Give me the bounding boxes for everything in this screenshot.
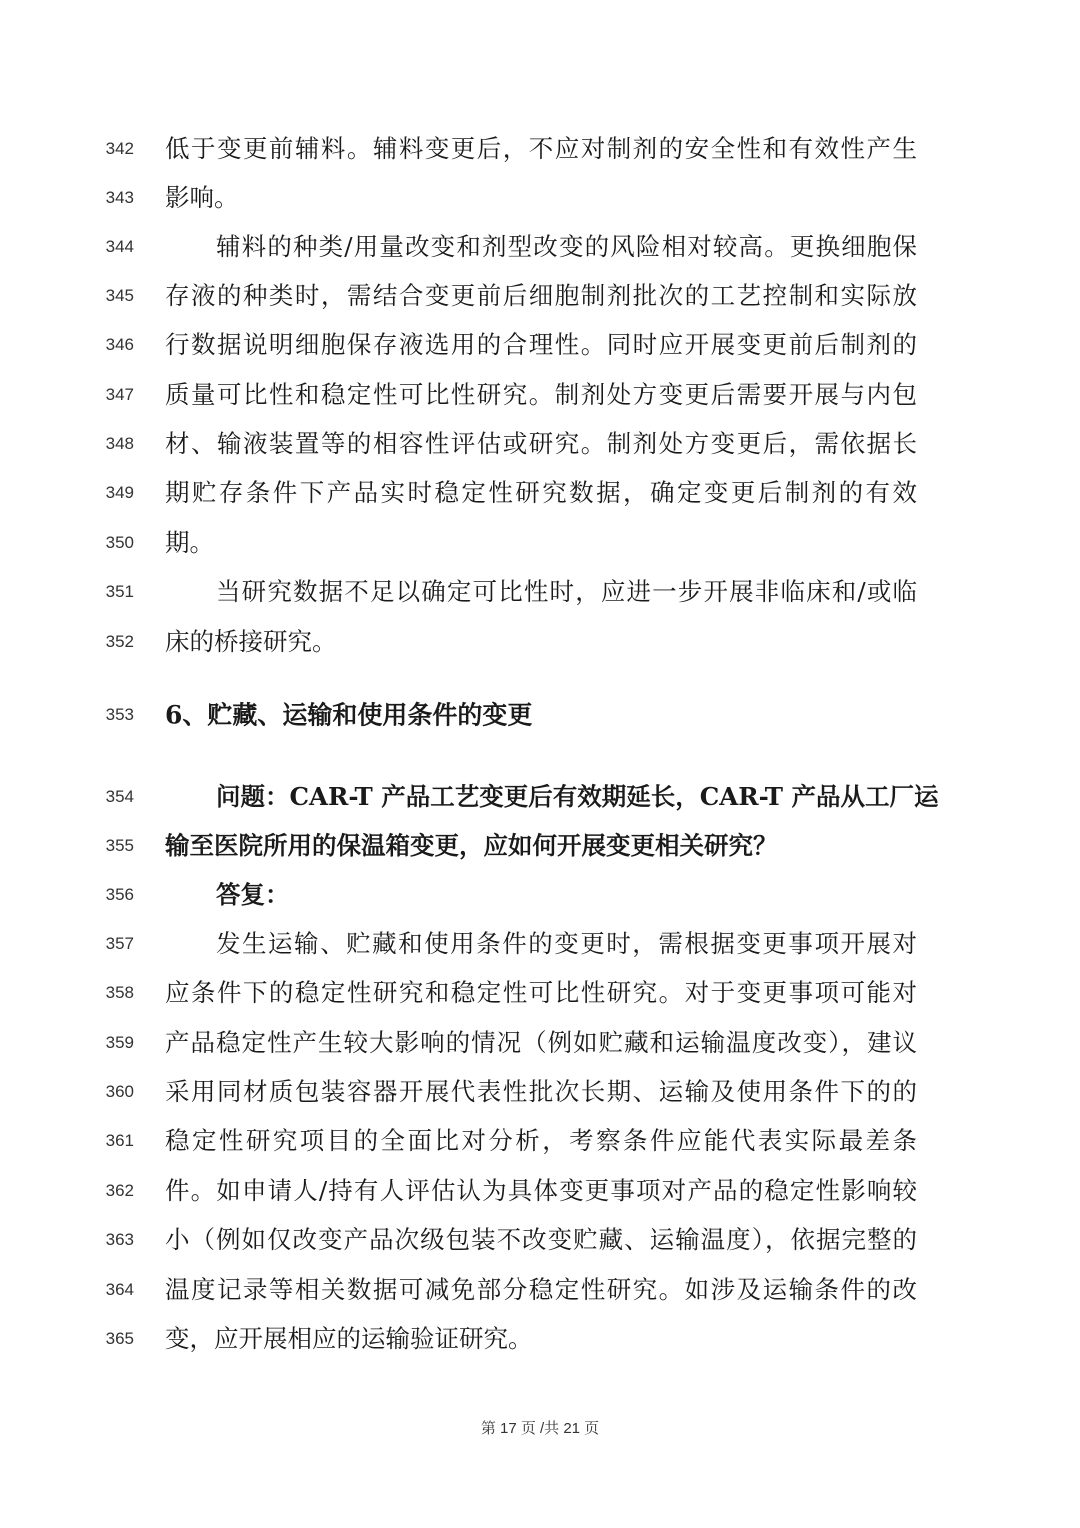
line-number: 343 bbox=[105, 188, 134, 207]
page-footer: 第 17 页 /共 21 页 bbox=[480, 1420, 600, 1437]
text-line bbox=[0, 1166, 1080, 1216]
line-text: 床的桥接研究。 bbox=[165, 626, 337, 656]
line-text: 影响。 bbox=[165, 182, 239, 212]
line-text: 采用同材质包装容器开展代表性批次长期、运输及使用条件下的的 bbox=[165, 1076, 917, 1106]
section-heading: 6、贮藏、运输和使用条件的变更 bbox=[165, 700, 533, 730]
text-line bbox=[0, 1265, 1080, 1315]
line-text: 应条件下的稳定性研究和稳定性可比性研究。对于变更事项可能对 bbox=[165, 977, 917, 1007]
text-line bbox=[0, 320, 1080, 370]
text-line bbox=[0, 222, 1080, 272]
line-text: 变，应开展相应的运输验证研究。 bbox=[165, 1323, 533, 1353]
line-text: 期。 bbox=[165, 527, 214, 557]
text-line bbox=[0, 419, 1080, 469]
question-text: 问题：CAR-T 产品工艺变更后有效期延长，CAR-T 产品从工厂运 bbox=[216, 781, 939, 811]
line-number: 364 bbox=[105, 1280, 134, 1299]
line-number: 351 bbox=[105, 582, 134, 601]
question-text: 输至医院所用的保温箱变更，应如何开展变更相关研究？ bbox=[165, 830, 778, 860]
text-line bbox=[0, 1116, 1080, 1166]
section-heading-line bbox=[0, 690, 1080, 740]
line-number: 365 bbox=[105, 1329, 134, 1348]
line-number: 345 bbox=[105, 286, 134, 305]
line-text: 行数据说明细胞保存液选用的合理性。同时应开展变更前后制剂的 bbox=[165, 329, 917, 359]
line-text: 稳定性研究项目的全面比对分析，考察条件应能代表实际最差条 bbox=[165, 1125, 917, 1155]
text-line bbox=[0, 1067, 1080, 1117]
line-text: 材、输液装置等的相容性评估或研究。制剂处方变更后，需依据长 bbox=[165, 428, 917, 458]
line-number: 360 bbox=[105, 1082, 134, 1101]
line-text: 质量可比性和稳定性可比性研究。制剂处方变更后需要开展与内包 bbox=[165, 379, 917, 409]
text-line bbox=[0, 1215, 1080, 1265]
text-line bbox=[0, 870, 1080, 920]
line-text: 辅料的种类/用量改变和剂型改变的风险相对较高。更换细胞保 bbox=[216, 231, 917, 261]
line-text: 低于变更前辅料。辅料变更后，不应对制剂的安全性和有效性产生 bbox=[165, 133, 917, 163]
line-text: 存液的种类时，需结合变更前后细胞制剂批次的工艺控制和实际放 bbox=[165, 280, 917, 310]
text-line bbox=[0, 468, 1080, 518]
line-number: 349 bbox=[105, 483, 134, 502]
line-number: 347 bbox=[105, 385, 134, 404]
text-line bbox=[0, 567, 1080, 617]
text-line bbox=[0, 1018, 1080, 1068]
text-line bbox=[0, 370, 1080, 420]
line-number: 362 bbox=[105, 1181, 134, 1200]
text-line bbox=[0, 772, 1080, 822]
line-number: 346 bbox=[105, 335, 134, 354]
line-number: 355 bbox=[105, 836, 134, 855]
line-number: 361 bbox=[105, 1131, 134, 1150]
line-number: 344 bbox=[105, 237, 134, 256]
text-line bbox=[0, 173, 1080, 223]
line-number: 363 bbox=[105, 1230, 134, 1249]
answer-label: 答复： bbox=[216, 879, 290, 909]
line-number: 359 bbox=[105, 1033, 134, 1052]
line-number: 352 bbox=[105, 632, 134, 651]
line-text: 小（例如仅改变产品次级包装不改变贮藏、运输温度），依据完整的 bbox=[165, 1224, 917, 1254]
line-text: 温度记录等相关数据可减免部分稳定性研究。如涉及运输条件的改 bbox=[165, 1274, 917, 1304]
text-line bbox=[0, 124, 1080, 174]
line-text: 当研究数据不足以确定可比性时，应进一步开展非临床和/或临 bbox=[216, 576, 917, 606]
line-number: 348 bbox=[105, 434, 134, 453]
text-line bbox=[0, 821, 1080, 871]
line-number: 356 bbox=[105, 885, 134, 904]
line-text: 发生运输、贮藏和使用条件的变更时，需根据变更事项开展对 bbox=[216, 928, 917, 958]
line-number: 358 bbox=[105, 983, 134, 1002]
line-number: 354 bbox=[105, 787, 134, 806]
line-number: 350 bbox=[105, 533, 134, 552]
text-line bbox=[0, 271, 1080, 321]
text-line bbox=[0, 518, 1080, 568]
line-number: 353 bbox=[105, 705, 134, 724]
text-line bbox=[0, 617, 1080, 667]
text-line bbox=[0, 919, 1080, 969]
line-number: 357 bbox=[105, 934, 134, 953]
line-number: 342 bbox=[105, 139, 134, 158]
line-text: 件。如申请人/持有人评估认为具体变更事项对产品的稳定性影响较 bbox=[165, 1175, 917, 1205]
text-line bbox=[0, 968, 1080, 1018]
text-line bbox=[0, 1314, 1080, 1364]
line-text: 产品稳定性产生较大影响的情况（例如贮藏和运输温度改变），建议 bbox=[165, 1027, 917, 1057]
line-text: 期贮存条件下产品实时稳定性研究数据，确定变更后制剂的有效 bbox=[165, 477, 917, 507]
